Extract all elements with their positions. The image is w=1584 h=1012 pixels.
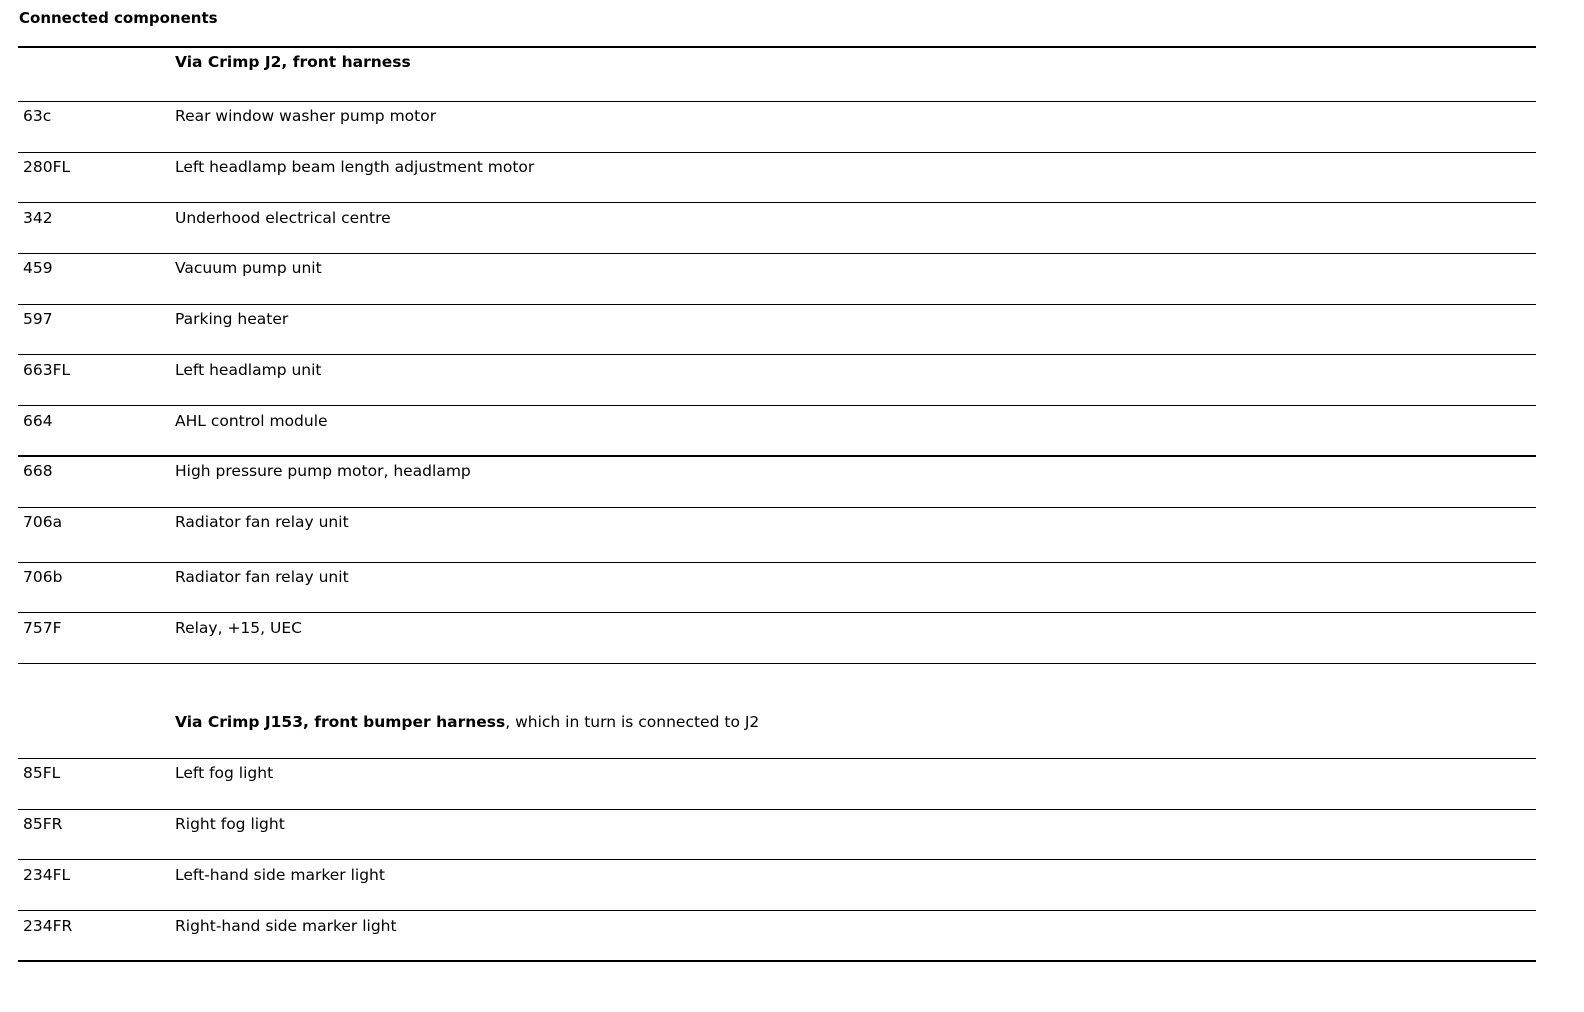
table-rule: [18, 910, 1536, 911]
table-rule: [18, 202, 1536, 203]
page-heading: Connected components: [19, 9, 218, 27]
component-code: 597: [23, 310, 53, 328]
table-rule: [18, 405, 1536, 406]
component-code: 706b: [23, 568, 63, 586]
table-rule: [18, 758, 1536, 759]
table-rule: [18, 612, 1536, 613]
component-code: 234FL: [23, 866, 71, 884]
table-rule: [18, 455, 1536, 457]
section-title: [175, 52, 411, 72]
component-code: 706a: [23, 513, 63, 531]
section-title-bold: Via Crimp J153, front bumper harness: [175, 713, 506, 731]
table-rule: [18, 46, 1536, 48]
section-title-rest: , which in turn is connected to J2: [505, 713, 760, 731]
component-code: 85FR: [23, 815, 63, 833]
table-rule: [18, 304, 1536, 305]
component-description: Rear window washer pump motor: [175, 107, 437, 125]
table-rule: [18, 960, 1536, 962]
component-description: High pressure pump motor, headlamp: [175, 462, 471, 480]
component-description: Parking heater: [175, 310, 289, 328]
component-description: AHL control module: [175, 412, 328, 430]
component-code: 757F: [23, 619, 62, 637]
component-code: 342: [23, 209, 53, 227]
table-rule: [18, 152, 1536, 153]
component-description: Right fog light: [175, 815, 285, 833]
component-description: Vacuum pump unit: [175, 259, 322, 277]
component-code: 668: [23, 462, 53, 480]
component-description: Left headlamp unit: [175, 361, 322, 379]
component-description: Left headlamp beam length adjustment motor: [175, 158, 535, 176]
component-code: 85FL: [23, 764, 61, 782]
component-description: Relay, +15, UEC: [175, 619, 302, 637]
component-code: 234FR: [23, 917, 73, 935]
component-description: Underhood electrical centre: [175, 209, 391, 227]
component-code: 664: [23, 412, 53, 430]
component-code: 280FL: [23, 158, 71, 176]
component-code: 63c: [23, 107, 52, 125]
table-rule: [18, 663, 1536, 664]
section-title-bold: Via Crimp J2, front harness: [175, 53, 411, 71]
component-code: 663FL: [23, 361, 71, 379]
table-rule: [18, 507, 1536, 508]
component-description: Left fog light: [175, 764, 274, 782]
component-description: Left-hand side marker light: [175, 866, 385, 884]
section-title: [175, 712, 759, 732]
table-rule: [18, 253, 1536, 254]
table-rule: [18, 809, 1536, 810]
table-rule: [18, 859, 1536, 860]
component-description: Radiator fan relay unit: [175, 513, 349, 531]
component-code: 459: [23, 259, 53, 277]
table-rule: [18, 354, 1536, 355]
table-rule: [18, 101, 1536, 102]
table-rule: [18, 562, 1536, 563]
component-description: Right-hand side marker light: [175, 917, 397, 935]
component-description: Radiator fan relay unit: [175, 568, 349, 586]
